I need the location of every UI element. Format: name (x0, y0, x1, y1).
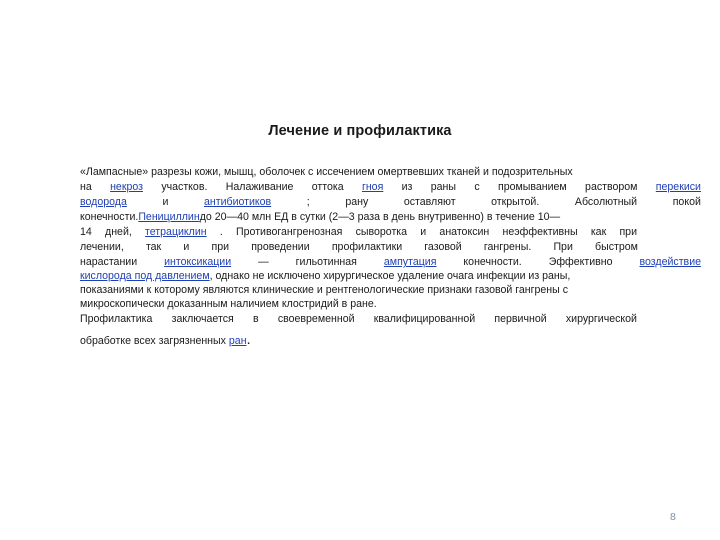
text-segment: участков. (161, 181, 208, 193)
hyperlink[interactable]: гноя (361, 181, 384, 193)
text-segment: оставляют (403, 196, 456, 208)
text-line (80, 241, 638, 254)
hyperlink[interactable]: ран (228, 335, 247, 347)
text-segment: гангрены. (483, 241, 532, 253)
text-segment: как (590, 226, 607, 238)
hyperlink[interactable]: Пенициллин (138, 211, 200, 223)
text-segment: обработке всех загрязненных (80, 335, 229, 347)
text-segment: . (246, 331, 251, 348)
text-segment: первичной (494, 313, 547, 325)
text-segment: показаниями к которому являются клинические и рентгенологические признаки газовой гангрены с (80, 284, 568, 296)
hyperlink[interactable]: кислорода под давлением (80, 270, 210, 282)
text-segment: сыворотка (355, 226, 408, 238)
text-segment: 14 (80, 226, 92, 238)
text-segment: быстром (595, 241, 638, 253)
text-segment: микроскопически доказанным наличием клостридий в ране. (80, 298, 377, 310)
text-segment: проведении (251, 241, 310, 253)
page-number: 8 (670, 511, 676, 523)
text-line (80, 181, 701, 194)
text-segment: анатоксин (439, 226, 490, 238)
text-segment: Профилактика (80, 313, 153, 325)
text-segment: при (619, 226, 637, 238)
text-line (80, 256, 701, 269)
text-line (80, 333, 251, 348)
text-line (80, 226, 637, 239)
text-segment: на (80, 181, 92, 193)
text-segment: до 20—40 млн ЕД в сутки (2—3 раза в день внутривенно) в течение 10— (199, 211, 561, 223)
text-segment: — (258, 256, 269, 268)
text-segment: и (162, 196, 169, 208)
text-segment: нарастании (80, 256, 138, 268)
hyperlink[interactable]: ампутация (383, 256, 437, 268)
text-segment: лечении, (80, 241, 124, 253)
hyperlink[interactable]: интоксикации (164, 256, 232, 268)
text-segment: конечности. (80, 211, 139, 223)
hyperlink[interactable]: воздействие (639, 256, 701, 268)
text-segment: заключается (171, 313, 234, 325)
text-segment: ; (306, 196, 310, 208)
text-segment: дней, (105, 226, 132, 238)
text-segment: из (401, 181, 413, 193)
text-segment: в (252, 313, 259, 325)
text-line (80, 313, 637, 326)
text-segment: покой (672, 196, 701, 208)
hyperlink[interactable]: перекиси (655, 181, 701, 193)
slide-title: Лечение и профилактика (268, 123, 452, 139)
text-segment: Налаживание (225, 181, 294, 193)
text-segment: профилактики (331, 241, 403, 253)
text-segment: Абсолютный (574, 196, 638, 208)
text-segment: раствором (585, 181, 638, 193)
text-line (80, 284, 568, 297)
text-segment: при (211, 241, 230, 253)
text-segment: оттока (311, 181, 344, 193)
text-line (80, 196, 701, 209)
text-segment: , однако не исключено хирургическое удаление очага инфекции из раны, (209, 270, 571, 282)
text-segment: рану (345, 196, 369, 208)
text-segment: При (553, 241, 573, 253)
hyperlink[interactable]: антибиотиков (203, 196, 272, 208)
text-segment: и (420, 226, 427, 238)
text-line (80, 211, 560, 224)
text-segment: . (219, 226, 223, 238)
text-segment: раны (430, 181, 456, 193)
text-segment: газовой (424, 241, 462, 253)
text-segment: хирургической (565, 313, 637, 325)
text-segment: неэффективны (502, 226, 578, 238)
text-line (80, 270, 570, 283)
text-segment: конечности. (463, 256, 522, 268)
text-segment: своевременной (277, 313, 355, 325)
hyperlink[interactable]: водорода (80, 196, 127, 208)
text-segment: квалифицированной (373, 313, 476, 325)
text-segment: так (145, 241, 162, 253)
text-segment: и (183, 241, 190, 253)
text-segment: с (474, 181, 480, 193)
text-segment: «Лампасные» разрезы кожи, мышц, оболочек с иссечением омертвевших тканей и подозрительных (80, 166, 573, 178)
text-segment: гильотинная (295, 256, 357, 268)
hyperlink[interactable]: некроз (110, 181, 143, 193)
text-segment: Эффективно (548, 256, 613, 268)
text-segment: Противогангренозная (236, 226, 343, 238)
text-line (80, 298, 377, 311)
text-segment: промыванием (497, 181, 567, 193)
hyperlink[interactable]: тетрациклин (145, 226, 207, 238)
text-line (80, 166, 573, 179)
text-segment: открытой. (491, 196, 540, 208)
